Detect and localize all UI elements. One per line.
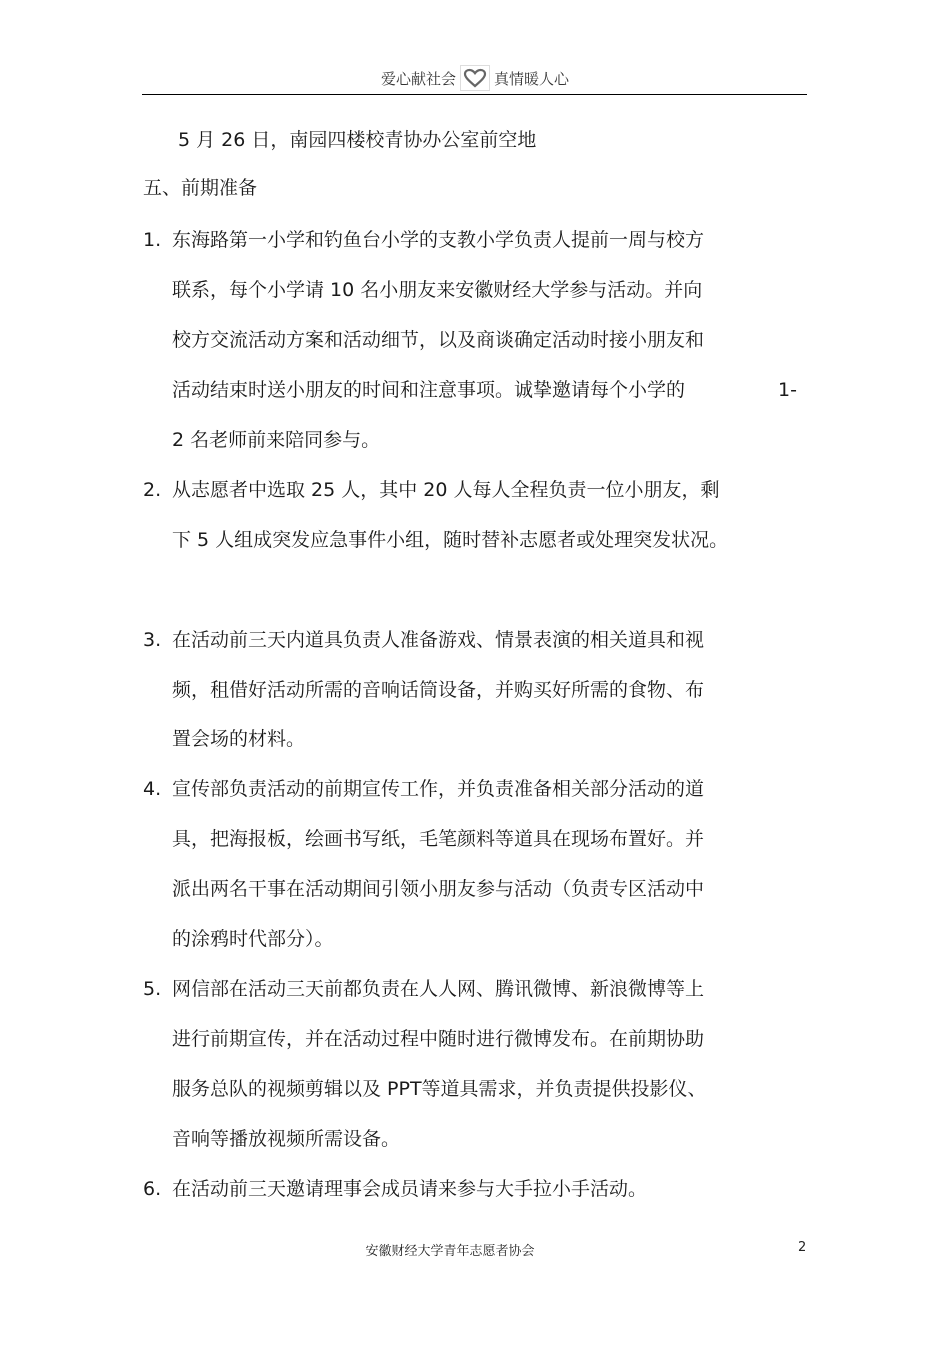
item-3-line-2: 频，租借好活动所需的音响话筒设备，并购买好所需的食物、布 [172,679,705,701]
item-1-line-4: 活动结束时送小朋友的时间和注意事项。诚挚邀请每个小学的 [172,379,686,401]
heart-icon [460,65,490,91]
item-6-line-1: 在活动前三天邀请理事会成员请来参与大手拉小手活动。 [172,1178,648,1200]
item-2-line-1: 从志愿者中选取 25 人，其中 20 人每人全程负责一位小朋友，剩 [172,479,720,501]
item-5-line-1: 网信部在活动三天前都负责在人人网、腾讯微博、新浪微博等上 [172,978,705,1000]
footer-page-number: 2 [798,1240,807,1255]
header-right-text: 真情暖人心 [494,69,570,88]
header-divider [142,94,807,95]
item-2-number: 2. [143,479,162,501]
footer-organization: 安徽财经大学青年志愿者协会 [365,1244,535,1259]
item-3-line-1: 在活动前三天内道具负责人准备游戏、情景表演的相关道具和视 [172,629,705,651]
item-3-number: 3. [143,629,162,651]
item-5-line-3: 服务总队的视频剪辑以及 PPT等道具需求，并负责提供投影仪、 [172,1078,707,1100]
item-3-line-3: 置会场的材料。 [172,728,306,750]
item-4-line-1: 宣传部负责活动的前期宣传工作，并负责准备相关部分活动的道 [172,778,705,800]
item-2-line-2: 下 5 人组成突发应急事件小组，随时替补志愿者或处理突发状况。 [172,529,729,551]
item-1-line-5: 2 名老师前来陪同参与。 [172,429,381,451]
intro-line: 5 月 26 日，南园四楼校青协办公室前空地 [178,129,537,151]
item-4-number: 4. [143,778,162,800]
item-4-line-3: 派出两名干事在活动期间引领小朋友参与活动（负责专区活动中 [172,878,705,900]
item-1-line-3: 校方交流活动方案和活动细节，以及商谈确定活动时接小朋友和 [172,329,705,351]
item-6-number: 6. [143,1178,162,1200]
item-1-number: 1. [143,229,162,251]
item-1-line-1: 东海路第一小学和钓鱼台小学的支教小学负责人提前一周与校方 [172,229,705,251]
item-4-line-2: 具，把海报板，绘画书写纸，毛笔颜料等道具在现场布置好。并 [172,828,705,850]
item-5-number: 5. [143,978,162,1000]
item-4-line-4: 的涂鸦时代部分）。 [172,928,334,950]
item-1-line-4-tail: 1- [778,379,797,401]
header-left-text: 爱心献社会 [380,69,456,88]
item-5-line-4: 音响等播放视频所需设备。 [172,1128,401,1150]
item-5-line-2: 进行前期宣传，并在活动过程中随时进行微博发布。在前期协助 [172,1028,705,1050]
item-1-line-2: 联系，每个小学请 10 名小朋友来安徽财经大学参与活动。并向 [172,279,703,301]
page-header [0,64,950,92]
section-title: 五、前期准备 [143,177,258,199]
